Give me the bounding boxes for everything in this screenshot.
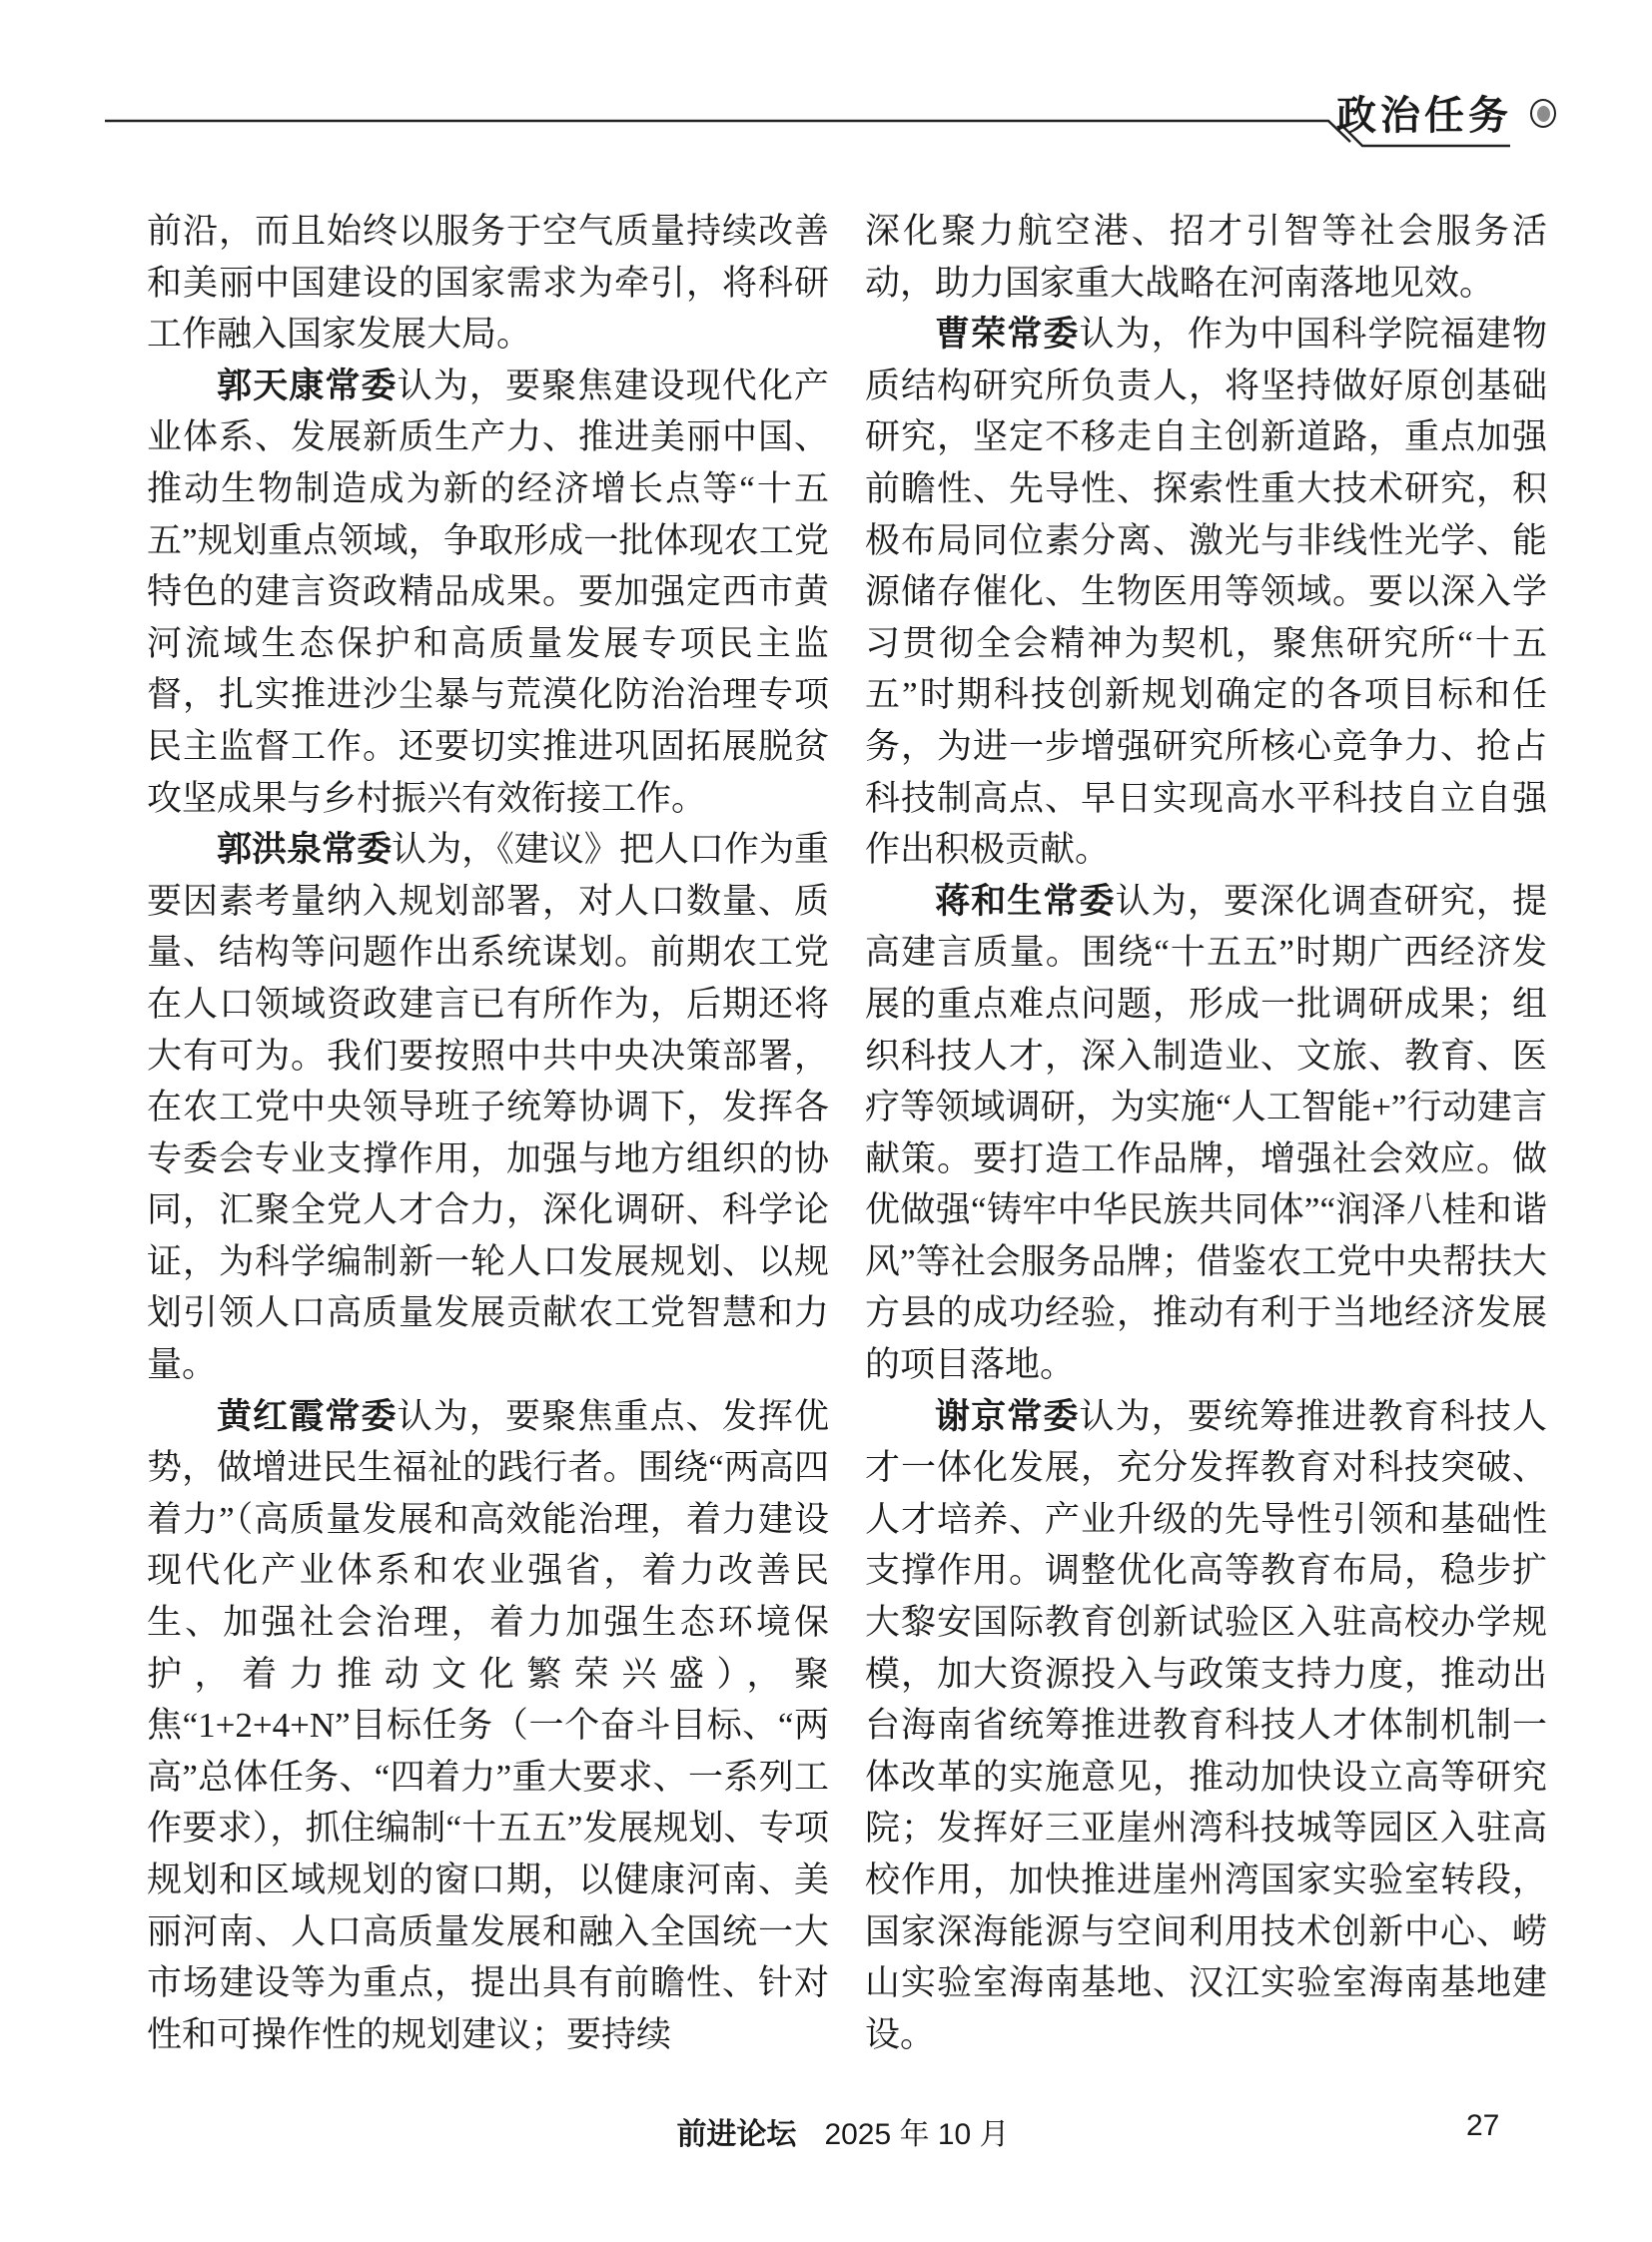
paragraph: 前沿，而且始终以服务于空气质量持续改善和美丽中国建设的国家需求为牵引，将科研工作融入国家发展大局。	[147, 212, 829, 355]
paragraph: 谢京常委认为，要统筹推进教育科技人才一体化发展，充分发挥教育对科技突破、人才培养、产业升级的先导性引领和基础性支撑作用。调整优化高等教育布局，稳步扩大黎安国际教育创新试验区入驻高校办学规模，加大资源投入与政策支持力度，推动出台海南省统筹推进教育科技人才体制机制一体改革的实施意见，推动加快设立高等研究院；发挥好三亚崖州湾科技城等园区入驻高校作用，加快推进崖州湾国家实验室转段，国家深海能源与空间利用技术创新中心、崂山实验室海南基地、汉江实验室海南基地建设。	[865, 1396, 1547, 2054]
page-number: 27	[1466, 2109, 1500, 2142]
member-name: 郭天康常委	[217, 366, 398, 405]
paragraph: 黄红霞常委认为，要聚焦重点、发挥优势，做增进民生福祉的践行者。围绕“两高四着力”（高质量发展和高效能治理，着力建设现代化产业体系和农业强省，着力改善民生、加强社会治理，着力加强生态环境保护，着力推动文化繁荣兴盛），聚焦“1+2+4+N”目标任务（一个奋斗目标、“两高”总体任务、“四着力”重大要求、一系列工作要求），抓住编制“十五五”发展规划、专项规划和区域规划的窗口期，以健康河南、美丽河南、人口高质量发展和融入全国统一大市场建设等为重点，提出具有前瞻性、针对性和可操作性的规划建议；要持续	[147, 1396, 829, 2054]
bullseye-icon	[1530, 99, 1556, 128]
paragraph: 深化聚力航空港、招才引智等社会服务活动，助力国家重大战略在河南落地见效。	[865, 212, 1547, 303]
journal-name: 前进论坛	[676, 2118, 797, 2151]
member-name: 蒋和生常委	[935, 881, 1116, 921]
left-column	[147, 206, 829, 2060]
issue-date: 2025 年 10 月	[824, 2118, 1010, 2151]
section-label: 政治任务	[1336, 93, 1512, 138]
right-column	[865, 206, 1547, 2060]
member-name: 郭洪泉常委	[217, 830, 393, 870]
paragraph: 曹荣常委认为，作为中国科学院福建物质结构研究所负责人，将坚持做好原创基础研究，坚定不移走自主创新道路，重点加强前瞻性、先导性、探索性重大技术研究，积极布局同位素分离、激光与非线性光学、能源储存催化、生物医用等领域。要以深入学习贯彻全会精神为契机，聚焦研究所“十五五”时期科技创新规划确定的各项目标和任务，为进一步增强研究所核心竞争力、抢占科技制高点、早日实现高水平科技自立自强作出积极贡献。	[865, 315, 1547, 870]
paragraph: 郭天康常委认为，要聚焦建设现代化产业体系、发展新质生产力、推进美丽中国、推动生物制造成为新的经济增长点等“十五五”规划重点领域，争取形成一批体现农工党特色的建言资政精品成果。要加强定西市黄河流域生态保护和高质量发展专项民主监督，扎实推进沙尘暴与荒漠化防治治理专项民主监督工作。还要切实推进巩固拓展脱贫攻坚成果与乡村振兴有效衔接工作。	[147, 366, 829, 818]
paragraph: 郭洪泉常委认为，《建议》把人口作为重要因素考量纳入规划部署，对人口数量、质量、结构等问题作出系统谋划。前期农工党在人口领域资政建言已有所作为，后期还将大有可为。我们要按照中共中央决策部署，在农工党中央领导班子统筹协调下，发挥各专委会专业支撑作用，加强与地方组织的协同，汇聚全党人才合力，深化调研、科学论证，为科学编制新一轮人口发展规划、以规划引领人口高质量发展贡献农工党智慧和力量。	[147, 830, 829, 1385]
member-name: 黄红霞常委	[217, 1396, 398, 1436]
paragraph: 蒋和生常委认为，要深化调查研究，提高建言质量。围绕“十五五”时期广西经济发展的重点难点问题，形成一批调研成果；组织科技人才，深入制造业、文旅、教育、医疗等领域调研，为实施“人工智能+”行动建言献策。要打造工作品牌，增强社会效应。做优做强“铸牢中华民族共同体”“润泽八桂和谐风”等社会服务品牌；借鉴农工党中央帮扶大方县的成功经验，推动有利于当地经济发展的项目落地。	[865, 881, 1547, 1385]
member-name: 谢京常委	[935, 1396, 1080, 1436]
bullseye-dot	[1537, 106, 1550, 122]
member-name: 曹荣常委	[935, 315, 1080, 355]
page-footer	[140, 2109, 1546, 2153]
